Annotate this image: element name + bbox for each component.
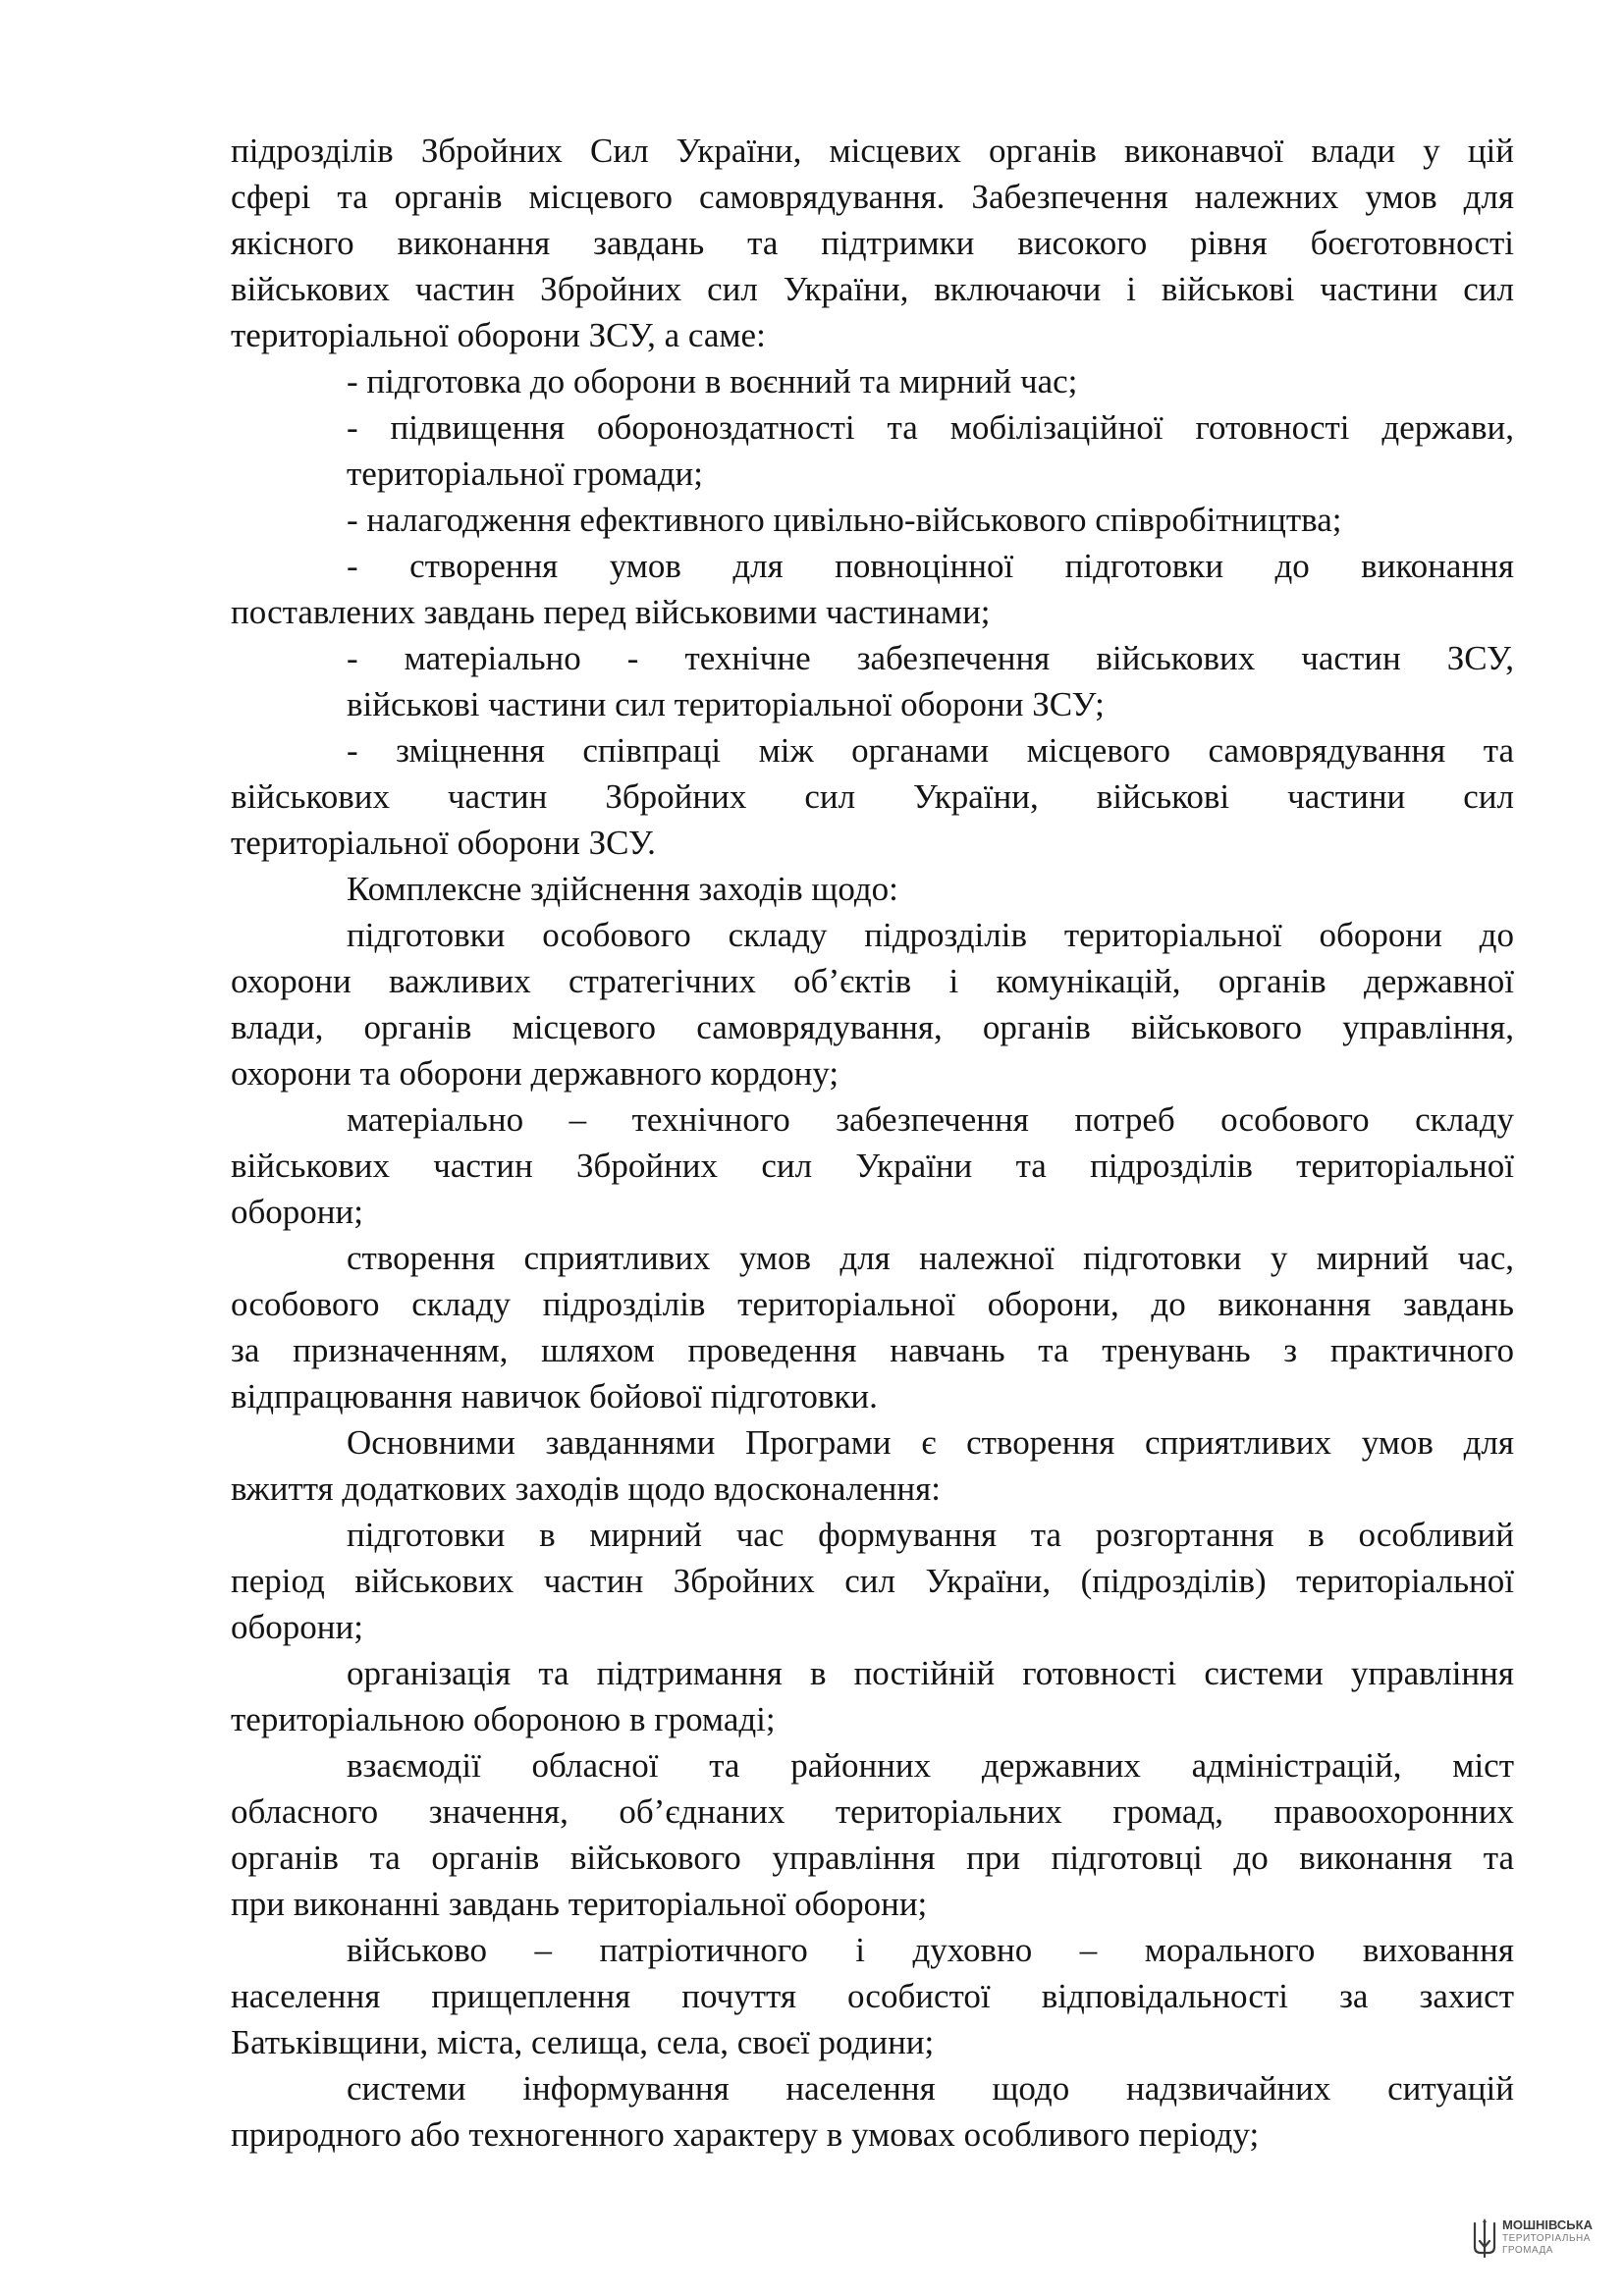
text-line: Батьківщини, міста, селища, села, своєї родини; (231, 2023, 935, 2061)
text-line: - налагодження ефективного цивільно-військового співробітництва; (347, 501, 1342, 539)
text-line: сфері та органів місцевого самоврядування. Забезпечення належних умов для (231, 178, 1514, 216)
text-line: військових частин Збройних сил України, включаючи і військові частини сил (231, 270, 1514, 308)
community-logo (1471, 2217, 1624, 2296)
text-line: природного або техногенного характеру в умовах особливого періоду; (231, 2115, 1260, 2154)
text-line: матеріально – технічного забезпечення потреб особового складу (347, 1100, 1514, 1139)
text-line: особового складу підрозділів територіальної оборони, до виконання завдань (231, 1285, 1514, 1323)
text-line: - матеріально - технічне забезпечення військових частин ЗСУ, (347, 639, 1514, 677)
text-line: поставлених завдань перед військовими частинами; (231, 593, 991, 631)
text-line: оборони; (231, 1193, 363, 1231)
text-line: підготовки в мирний час формування та розгортання в особливий (347, 1516, 1514, 1554)
text-line: охорони важливих стратегічних об’єктів і комунікацій, органів державної (231, 962, 1514, 1000)
text-line: оборони; (231, 1608, 363, 1646)
text-line: вжиття додаткових заходів щодо вдосконалення: (231, 1469, 941, 1508)
text-line: якісного виконання завдань та підтримки високого рівня боєготовності (231, 224, 1514, 262)
text-line: обласного значення, об’єднаних територіальних громад, правоохоронних (231, 1792, 1514, 1831)
text-line: Основними завданнями Програми є створення сприятливих умов для (347, 1423, 1514, 1462)
text-line: територіальної оборони ЗСУ. (231, 824, 656, 862)
text-line: територіальною обороною в громаді; (231, 1700, 776, 1738)
text-line: військові частини сил територіальної оборони ЗСУ; (347, 685, 1105, 723)
logo-name: МОШНІВСЬКА (1502, 2217, 1593, 2232)
text-line: територіальної оборони ЗСУ, а саме: (231, 316, 766, 354)
text-line: за призначенням, шляхом проведення навчань та тренувань з практичного (231, 1331, 1514, 1369)
logo-subtitle: ТЕРИТОРІАЛЬНА (1502, 2233, 1591, 2244)
logo-subtitle: ГРОМАДА (1502, 2245, 1553, 2256)
text-line: Комплексне здійснення заходів щодо: (347, 870, 898, 908)
text-line: взаємодії обласної та районних державних адміністрацій, міст (347, 1746, 1514, 1785)
text-line: - зміцнення співпраці між органами місцевого самоврядування та (347, 731, 1514, 770)
text-line: охорони та оборони державного кордону; (231, 1054, 839, 1093)
text-line: військових частин Збройних сил України, військові частини сил (231, 777, 1514, 816)
text-line: відпрацювання навичок бойової підготовки. (231, 1377, 878, 1415)
text-line: органів та органів військового управління при підготовці до виконання та (231, 1839, 1514, 1877)
text-line: підготовки особового складу підрозділів територіальної оборони до (347, 916, 1514, 954)
text-line: військово – патріотичного і духовно – морального виховання (347, 1931, 1514, 1969)
text-line: - підготовка до оборони в воєнний та мирний час; (347, 362, 1078, 400)
text-line: територіальної громади; (347, 454, 703, 493)
text-line: населення прищеплення почуття особистої відповідальності за захист (231, 1977, 1514, 2015)
text-line: при виконанні завдань територіальної оборони; (231, 1885, 928, 1923)
text-line: - створення умов для повноцінної підготовки до виконання (347, 547, 1514, 585)
text-line: влади, органів місцевого самоврядування, органів військового управління, (231, 1008, 1514, 1046)
tryzub-icon (1471, 2217, 1498, 2261)
text-line: підрозділів Збройних Сил України, місцевих органів виконавчої влади у цій (231, 132, 1514, 170)
text-line: системи інформування населення щодо надзвичайних ситуацій (347, 2069, 1514, 2108)
text-line: військових частин Збройних сил України та підрозділів територіальної (231, 1147, 1514, 1185)
text-line: - підвищення обороноздатності та мобілізаційної готовності держави, (347, 408, 1514, 447)
text-line: створення сприятливих умов для належної підготовки у мирний час, (347, 1239, 1514, 1277)
text-line: період військових частин Збройних сил України, (підрозділів) територіальної (231, 1562, 1514, 1600)
text-line: організація та підтримання в постійній готовності системи управління (347, 1654, 1514, 1692)
